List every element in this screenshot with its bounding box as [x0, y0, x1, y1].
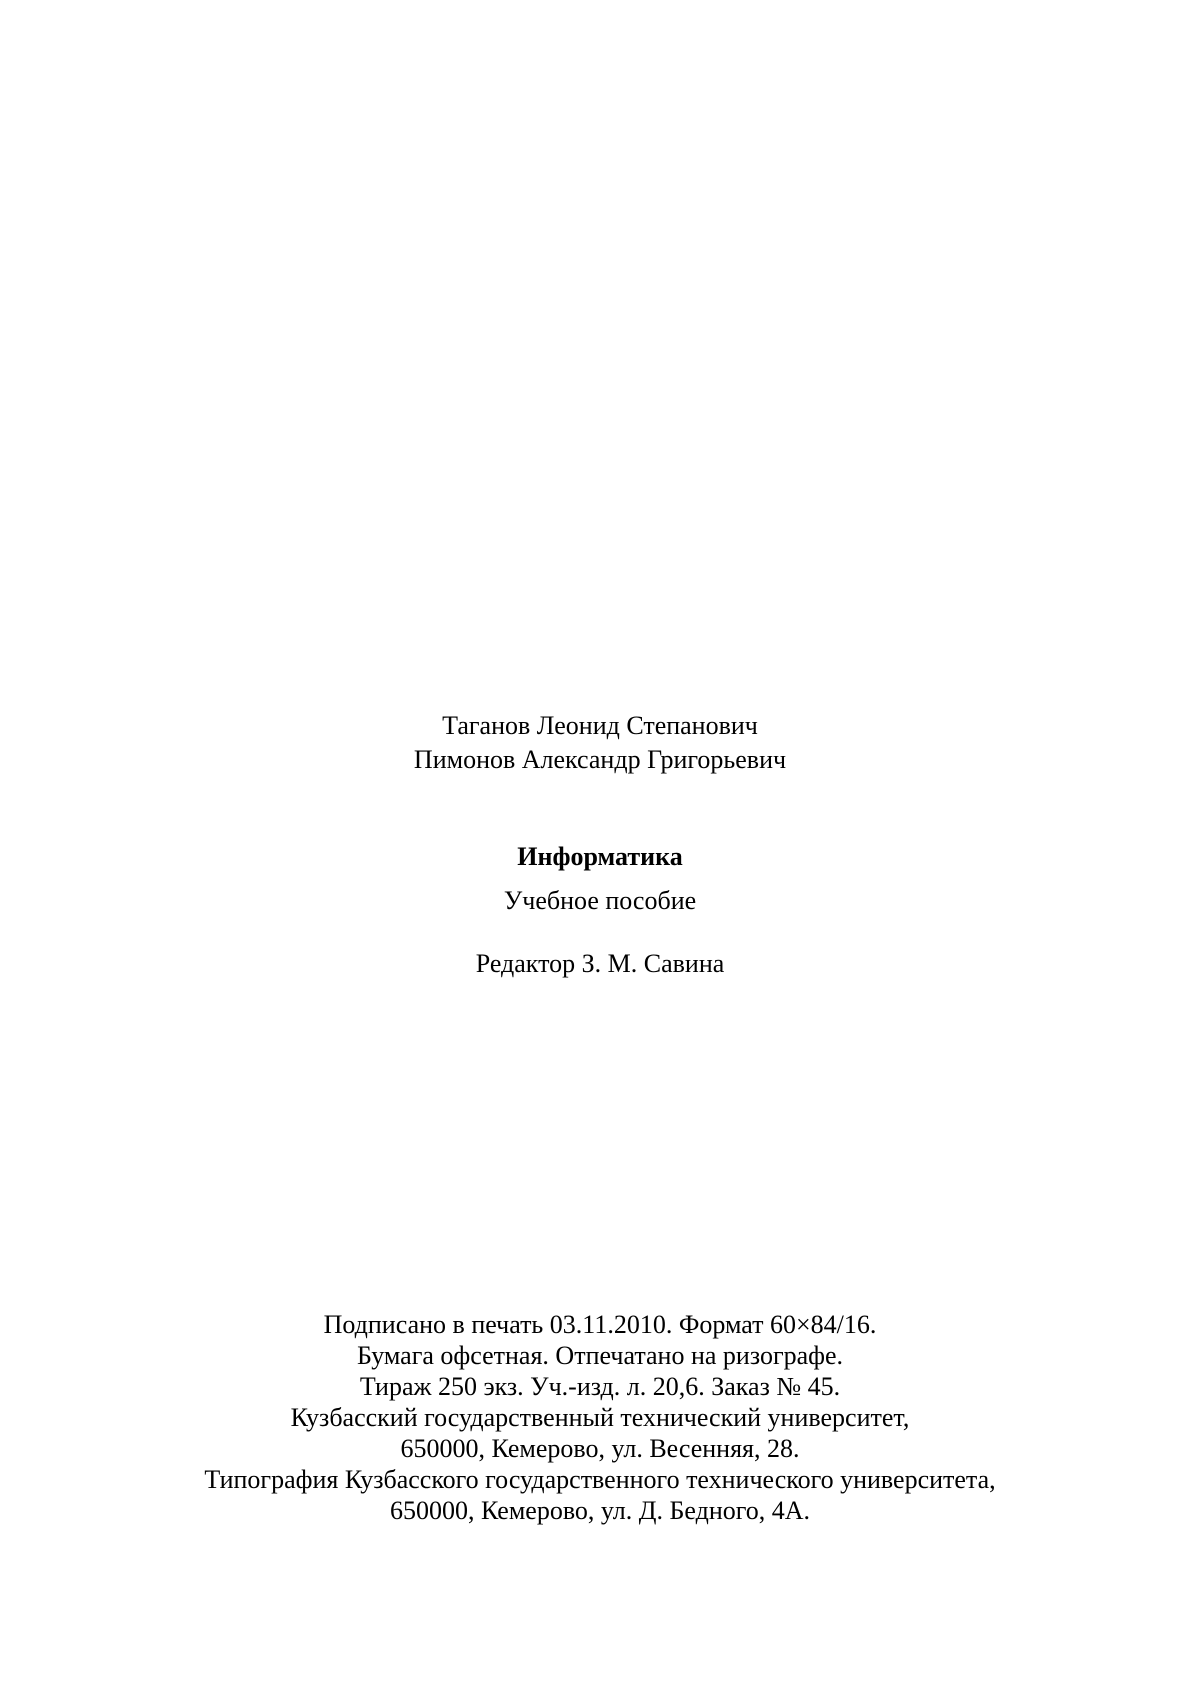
imprint-line: Тираж 250 экз. Уч.-изд. л. 20,6. Заказ № 45.: [359, 1372, 841, 1401]
imprint-line: 650000, Кемерово, ул. Д. Бедного, 4А.: [389, 1496, 811, 1525]
imprint-line: Бумага офсетная. Отпечатано на ризографе.: [356, 1341, 844, 1370]
imprint-line: Типография Кузбасского государственного технического университета,: [204, 1465, 996, 1494]
imprint-line: 650000, Кемерово, ул. Весенняя, 28.: [400, 1434, 800, 1463]
imprint-line: Кузбасский государственный технический университет,: [290, 1403, 910, 1432]
imprint-line: Подписано в печать 03.11.2010. Формат 60×84/16.: [323, 1310, 877, 1339]
imprint-block: [0, 1309, 1200, 1526]
editor-line: Редактор З. М. Савина: [475, 949, 725, 978]
authors-block: [0, 709, 1200, 777]
book-title: Информатика: [517, 842, 683, 871]
title-block: [0, 840, 1200, 918]
book-subtitle: Учебное пособие: [503, 886, 697, 915]
editor-block: [0, 947, 1200, 981]
author-name: Таганов Леонид Степанович: [442, 711, 758, 740]
author-name: Пимонов Александр Григорьевич: [413, 745, 787, 774]
